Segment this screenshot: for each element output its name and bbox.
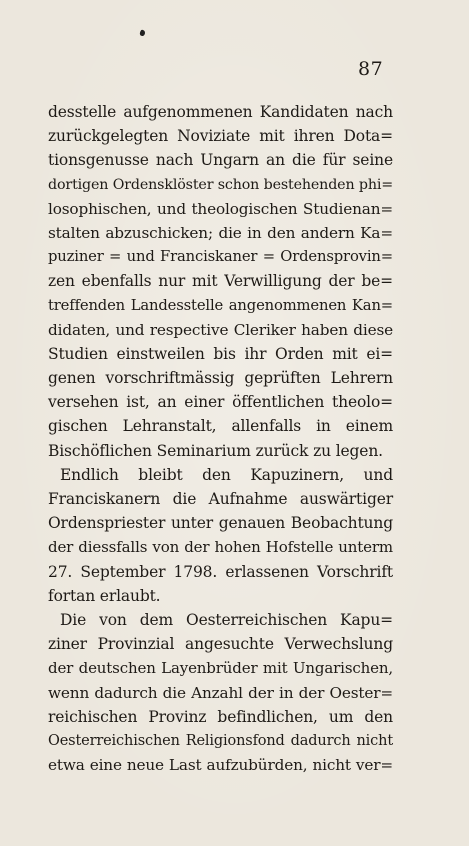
text-line: zurückgelegten Noviziate mit ihren Dota=	[48, 127, 393, 146]
paragraph-3	[48, 608, 393, 777]
text-line: fortan erlaubt.	[48, 586, 161, 605]
paragraph-1	[48, 100, 393, 463]
text-line: Studien einstweilen bis ihr Orden mit ei=	[48, 344, 393, 363]
text-line: der diessfalls von der hohen Hofstelle unterm	[48, 538, 393, 557]
text-line: Bischöflichen Seminarium zurück zu legen.	[48, 441, 383, 460]
text-line: Ordenspriester unter genauen Beobachtung	[48, 514, 393, 533]
page-text	[48, 100, 393, 777]
text-line: wenn dadurch die Anzahl der in der Oester=	[48, 683, 393, 702]
text-line: reichischen Provinz befindlichen, um den	[48, 707, 393, 726]
text-line: zen ebenfalls nur mit Verwilligung der be=	[48, 272, 393, 291]
text-line: Oesterreichischen Religionsfond dadurch nicht	[48, 732, 393, 749]
text-line: desstelle aufgenommenen Kandidaten nach	[48, 103, 393, 121]
ink-speck	[139, 29, 146, 36]
text-line: gischen Lehranstalt, allenfalls in einem	[48, 417, 393, 436]
text-line: treffenden Landesstelle angenommenen Kan=	[48, 296, 393, 314]
text-line: Franciskanern die Aufnahme auswärtiger	[48, 490, 393, 508]
text-line: genen vorschriftmässig geprüften Lehrern	[48, 369, 393, 388]
text-line: 27. September 1798. erlassenen Vorschrift	[48, 562, 393, 581]
text-line: didaten, und respective Cleriker haben diese	[48, 320, 393, 339]
text-line: Endlich bleibt den Kapuzinern, und	[60, 465, 393, 484]
text-line: losophischen, und theologischen Studienan=	[48, 199, 393, 218]
text-line: dortigen Ordensklöster schon bestehenden phi=	[48, 176, 394, 193]
text-line: Die von dem Oesterreichischen Kapu=	[60, 610, 393, 629]
text-line: der deutschen Layenbrüder mit Ungarischen,	[48, 659, 393, 678]
text-line: versehen ist, an einer öffentlichen theolo=	[48, 393, 393, 412]
text-line: puziner = und Franciskaner = Ordensprovin=	[48, 248, 393, 266]
text-line: ziner Provinzial angesuchte Verwechslung	[48, 635, 393, 654]
text-line: tionsgenusse nach Ungarn an die für seine	[48, 151, 393, 170]
paragraph-2	[48, 463, 393, 608]
page-number: 87	[358, 58, 384, 80]
text-line: etwa eine neue Last aufzubürden, nicht ver=	[48, 756, 393, 775]
text-line: stalten abzuschicken; die in den andern Ka=	[48, 223, 393, 242]
